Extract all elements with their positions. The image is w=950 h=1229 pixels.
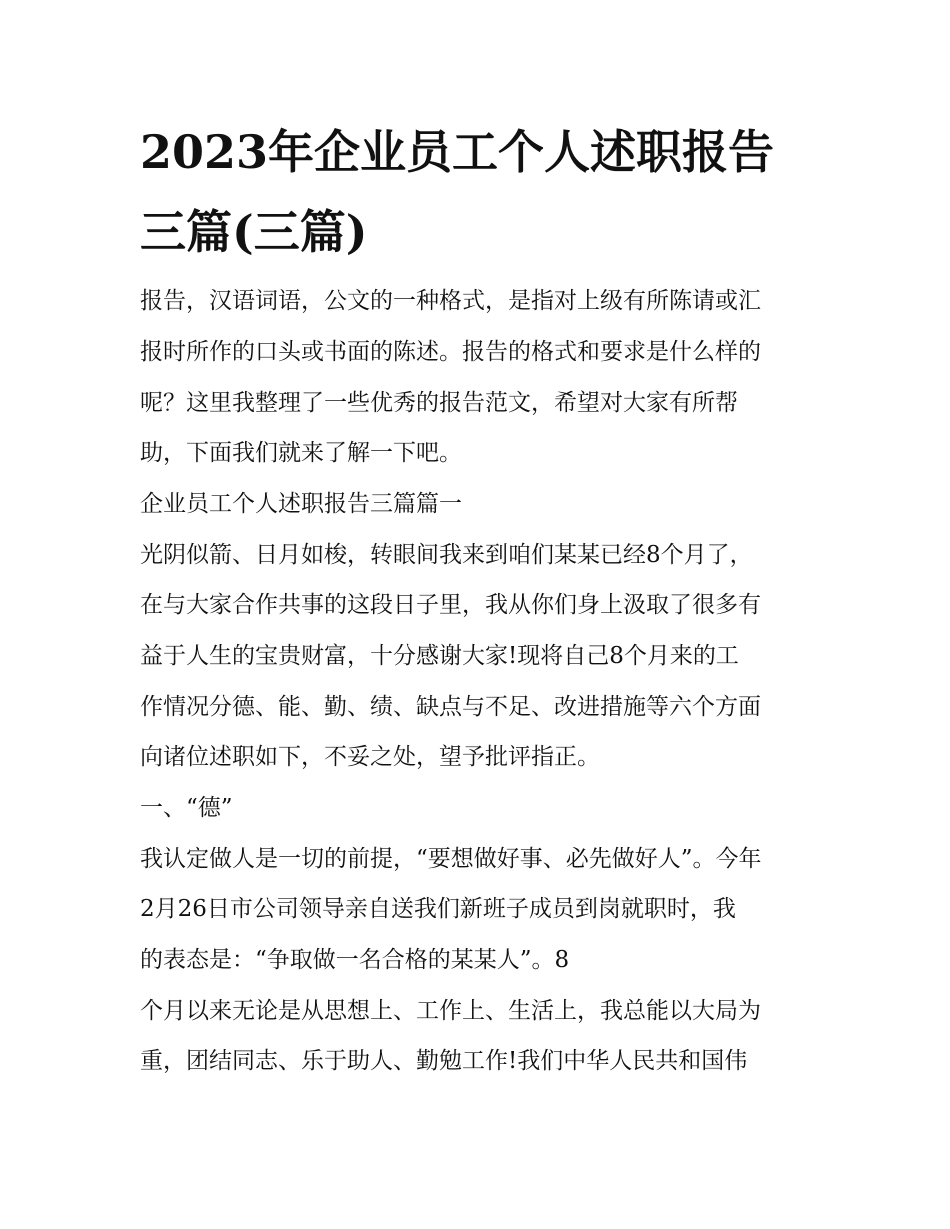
intro-line-4: 助，下面我们就来了解一下吧。	[140, 440, 462, 466]
title-line-1: 2023年企业员工个人述职报告	[140, 125, 775, 179]
body-line-1: 光阴似箭、日月如梭，转眼间我来到咱们某某已经8个月了，	[140, 542, 753, 568]
body-line-4: 作情况分德、能、勤、绩、缺点与不足、改进措施等六个方面	[140, 694, 761, 720]
body-line-9: 个月以来无论是从思想上、工作上、生活上，我总能以大局为	[140, 998, 761, 1024]
body-line-3: 益于人生的宝贵财富，十分感谢大家!现将自己8个月来的工	[140, 643, 739, 669]
intro-line-2: 报时所作的口头或书面的陈述。报告的格式和要求是什么样的	[140, 339, 761, 365]
body-line-5: 向诸位述职如下，不妥之处，望予批评指正。	[140, 744, 600, 770]
section-heading: 企业员工个人述职报告三篇篇一	[140, 491, 462, 517]
body-line-8: 的表态是：“争取做一名合格的某某人”。8	[140, 947, 570, 973]
intro-line-3: 呢？这里我整理了一些优秀的报告范文，希望对大家有所帮	[140, 390, 738, 416]
body-line-7: 2月26日市公司领导亲自送我们新班子成员到岗就职时，我	[140, 896, 736, 922]
intro-line-1: 报告，汉语词语，公文的一种格式，是指对上级有所陈请或汇	[140, 288, 761, 314]
body-line-6: 我认定做人是一切的前提，“要想做好事、必先做好人”。今年	[140, 846, 762, 872]
subheading-de: 一、“德”	[140, 795, 233, 821]
document-title	[140, 112, 820, 272]
body-line-2: 在与大家合作共事的这段日子里，我从你们身上汲取了很多有	[140, 592, 761, 618]
body-line-10: 重，团结同志、乐于助人、勤勉工作!我们中华人民共和国伟	[140, 1048, 748, 1074]
title-line-2: 三篇(三篇)	[140, 205, 368, 259]
